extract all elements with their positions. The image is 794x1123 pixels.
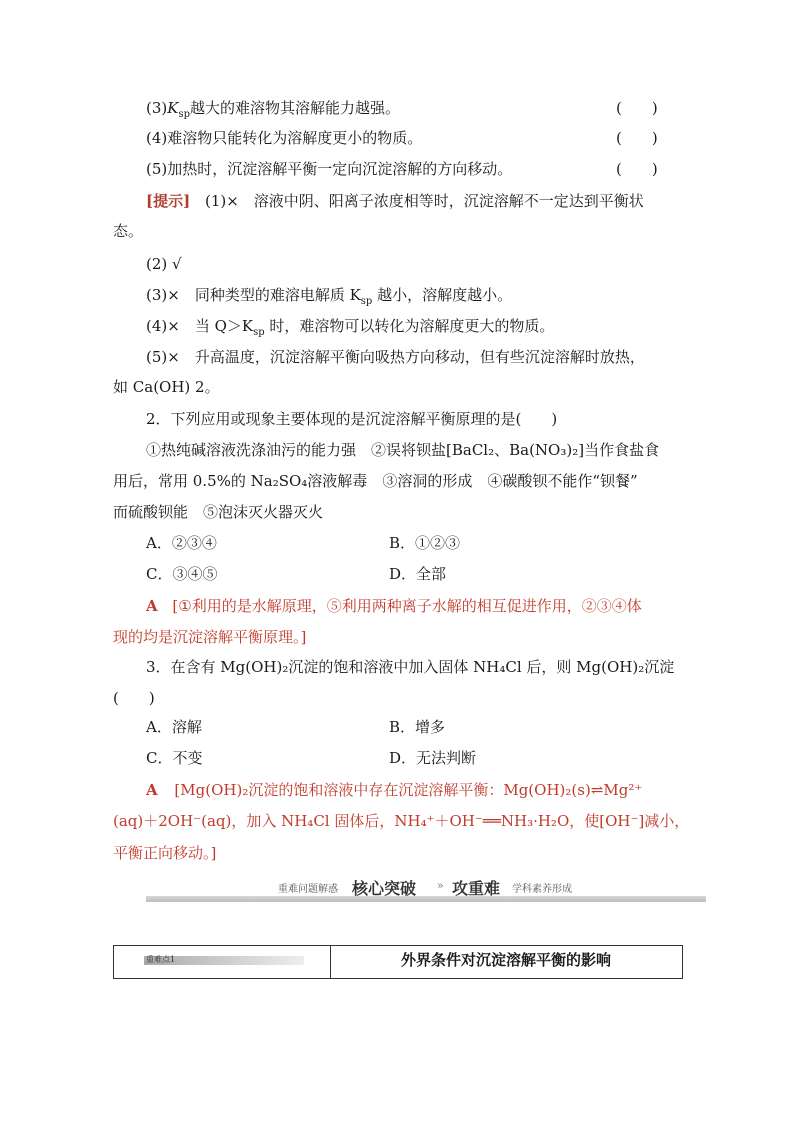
hint-line-2: (2) √ [146,255,182,273]
q3-explanation-2: (aq)＋2OH⁻(aq)，加入 NH₄Cl 固体后，NH₄⁺＋OH⁻══NH₃·H₂O，使[OH⁻]减小， [113,812,690,830]
banner-bar [146,896,706,902]
q2-line-2: 用后，常用 0.5%的 Na₂SO₄溶液解毒 ③溶洞的形成 ④碳酸钡不能作“钡餐” [113,472,638,490]
key-point-box [113,945,683,979]
q1-item-3-blank: ( ) [616,99,658,117]
q2-line-1: ①热纯碱溶液洗涤油污的能力强 ②误将钡盐[BaCl₂、Ba(NO₃)₂]当作食盐食 [146,441,660,459]
q2-line-3: 而硫酸钡能 ⑤泡沫灭火器灭火 [113,503,324,521]
q2-option-b: B．①②③ [389,534,461,552]
double-arrow-icon: » [437,879,444,892]
q1-item-3: $(3)K_{sp}$越大的难溶物其溶解能力越强。 [146,99,401,120]
q2-answer-line: A [①利用的是水解原理，⑤利用两种离子水解的相互促进作用，②③④体 [146,597,642,615]
q1-item-5-blank: ( ) [616,160,658,178]
banner-title-1: 核心突破 [352,879,417,898]
q3-explanation-3: 平衡正向移动。] [113,844,217,862]
q3-option-d: D．无法判断 [389,749,477,767]
q1-item-4-blank: ( ) [616,129,658,147]
q2-option-a: A．②③④ [146,534,217,552]
q3-option-b: B．增多 [389,718,446,736]
q2-option-d: D．全部 [389,565,447,583]
hint-line-4: (4)× 当 $Q>K_{sp}$ 时，难溶物可以转化为溶解度更大的物质。 [146,317,555,338]
q2-option-c: C．③④⑤ [146,565,218,583]
q2-stem: 2．下列应用或现象主要体现的是沉淀溶解平衡原理的是( ) [146,410,558,428]
q3-stem-blank: ( ) [113,689,155,707]
hint-line-5: (5)× 升高温度，沉淀溶解平衡向吸热方向移动，但有些沉淀溶解时放热， [146,348,645,366]
key-point-tag-text: 重难点1 [146,955,176,964]
q3-option-c: C．不变 [146,749,203,767]
q1-item-5: (5)加热时，沉淀溶解平衡一定向沉淀溶解的方向移动。 [146,160,513,178]
q3-answer-line: A [Mg(OH)₂沉淀的饱和溶液中存在沉淀溶解平衡：Mg(OH)₂(s)⇌Mg²⁺ [146,781,643,799]
banner-right-text: 学科素养形成 [512,884,572,895]
hint-line-3: (3)× 同种类型的难溶电解质 $K_{sp}$ 越小，溶解度越小。 [146,286,513,307]
hint-label: [提示] [146,192,191,210]
banner-left-text: 重难问题解惑 [278,884,338,895]
q2-explanation-2: 现的均是沉淀溶解平衡原理。] [113,628,307,646]
q3-option-a: A．溶解 [146,718,202,736]
q3-answer: A [146,781,158,799]
section-banner [146,876,706,904]
hint-line-1b: 态。 [113,222,144,240]
key-point-title: 外界条件对沉淀溶解平衡的影响 [400,951,611,969]
banner-title-2: 攻重难 [452,879,501,898]
hint-line-5b: 如 Ca(OH) 2。 [113,378,220,396]
q2-answer: A [146,597,158,615]
hint-line-1: [提示] (1)× 溶液中阴、阳离子浓度相等时，沉淀溶解不一定达到平衡状 [146,192,644,210]
key-point-tag-cell [114,946,331,978]
q1-item-4: (4)难溶物只能转化为溶解度更小的物质。 [146,129,423,147]
q3-stem: 3．在含有 Mg(OH)₂沉淀的饱和溶液中加入固体 NH₄Cl 后，则 Mg(OH)₂沉淀 [146,658,675,676]
